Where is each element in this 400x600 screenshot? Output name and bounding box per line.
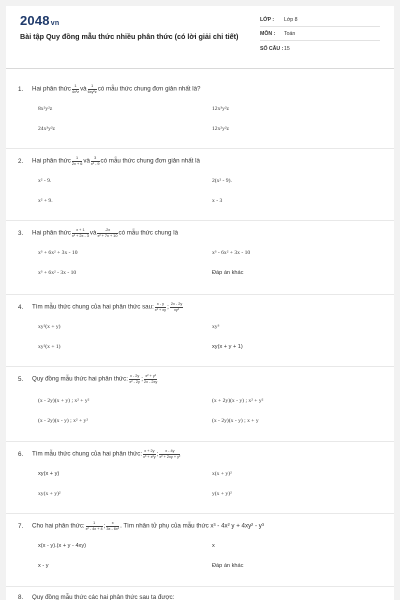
- question-text: [18, 84, 201, 94]
- answer-option[interactable]: x³ - 6x² + 3x - 10: [212, 250, 251, 256]
- answer-option[interactable]: xy²(x + 1): [38, 344, 61, 350]
- question-number: 6.: [18, 450, 24, 458]
- question-connector: và: [80, 85, 87, 93]
- question-suffix: . Tìm nhân tử phụ của mẫu thức x³ - 4x² y + 4xy² - y³: [120, 522, 264, 530]
- question-connector: và: [89, 229, 97, 237]
- question-suffix: có mẫu thức chung đơn giản nhất là: [100, 157, 200, 165]
- answer-option[interactable]: xy(x + y): [38, 471, 60, 477]
- question-separator: [6, 586, 394, 587]
- fraction-1: $\frac{x + 2y}{\text{x³ + x²y}}$: [143, 449, 156, 459]
- question-connector: ;: [141, 375, 144, 383]
- answer-option[interactable]: (x + 2y)(x - y) ; x² + y²: [212, 398, 264, 404]
- answer-option[interactable]: x - 3: [212, 198, 223, 204]
- subject-info: MÔN : Toán: [260, 31, 295, 37]
- question-prefix: Quy đồng mẫu thức hai phân thức:: [32, 375, 128, 383]
- fraction-1: $\frac{1}{\text{4x²z}}$: [71, 84, 80, 94]
- document-title: Bài tập Quy đồng mẫu thức nhiều phân thức (có lời giải chi tiết): [20, 32, 239, 41]
- question-number: 5.: [18, 375, 24, 383]
- answer-option[interactable]: 12x²y²z: [212, 126, 230, 132]
- question-separator: [6, 294, 394, 295]
- question-separator: [6, 148, 394, 149]
- question-separator: [6, 441, 394, 442]
- answer-option[interactable]: x² + 9.: [38, 198, 53, 204]
- class-info: LỚP : Lớp 8: [260, 17, 298, 23]
- question-number: 1.: [18, 85, 24, 93]
- question-separator: [6, 220, 394, 221]
- answer-option[interactable]: x³ + 6x² + 3x - 10: [38, 250, 78, 256]
- question-number: 7.: [18, 522, 24, 530]
- question-text: [18, 228, 178, 238]
- question-prefix: Cho hai phân thức:: [32, 522, 85, 530]
- question-prefix: Hai phân thức: [32, 229, 71, 237]
- fraction-1: $\frac{x - 2y}{\text{x² - 2y}}$: [129, 374, 140, 384]
- question-text: [18, 449, 181, 459]
- answer-option[interactable]: 24x³y²z: [38, 126, 56, 132]
- fraction-1: $\frac{x - y}{\text{x² + xy}}$: [154, 302, 167, 312]
- question-number: 3.: [18, 229, 24, 237]
- question-number: 8.: [18, 594, 24, 600]
- answer-option[interactable]: y(x + y)²: [212, 491, 232, 497]
- question-text: [18, 594, 174, 600]
- question-prefix: Hai phân thức: [32, 85, 71, 93]
- answer-option[interactable]: 8x²y²z: [38, 106, 53, 112]
- answer-option[interactable]: xy(x + y)²: [38, 491, 61, 497]
- question-prefix: Hai phân thức: [32, 157, 71, 165]
- question-text: [18, 521, 264, 531]
- question-connector: ;: [156, 450, 159, 458]
- fraction-2: $\frac{3}{\text{x² - 9}}$: [90, 156, 100, 166]
- question-text: [18, 302, 184, 312]
- answer-option[interactable]: 2(x² - 9).: [212, 178, 232, 184]
- fraction-2: $\frac{x - 4y}{\text{x² + 2xy + y²}}$: [159, 449, 181, 459]
- site-logo[interactable]: 2048vn: [20, 13, 60, 28]
- answer-option[interactable]: x - y: [38, 563, 49, 569]
- question-text: [18, 374, 158, 384]
- answer-option[interactable]: (x - 2y)(x - y) ; x² + y²: [38, 418, 89, 424]
- fraction-2: $\frac{x}{\text{3x - 6x²}}$: [106, 521, 120, 531]
- fraction-2: $\frac{\text{x² + y²}}{2x - 2xy}$: [144, 374, 158, 384]
- question-suffix: có mẫu thức chung đơn giản nhất là?: [97, 85, 201, 93]
- fraction-2: $\frac{-2x}{\text{x² + 7x + 10}}$: [97, 228, 118, 238]
- answer-option[interactable]: xy(x + y + 1): [212, 344, 243, 350]
- question-number: 2.: [18, 157, 24, 165]
- answer-option[interactable]: x(x - y).(x + y - 4xy): [38, 543, 87, 549]
- answer-option[interactable]: (x - 2y)(x - y) ; x + y: [212, 418, 259, 424]
- answer-option[interactable]: x² - 9.: [38, 178, 52, 184]
- fraction-1: $\frac{x + 1}{\text{x² + 2x - 3}}$: [71, 228, 89, 238]
- question-separator: [6, 366, 394, 367]
- fraction-2: $\frac{2x - 2y}{\text{xy²}}$: [170, 302, 183, 312]
- document-page: [6, 6, 394, 600]
- fraction-2: $\frac{1}{\text{6xy²z}}$: [87, 84, 97, 94]
- answer-option[interactable]: (x - 2y)(x + y) ; x² + y²: [38, 398, 90, 404]
- answer-option[interactable]: Đáp án khác: [212, 270, 244, 276]
- question-connector: và: [83, 157, 90, 165]
- question-number: 4.: [18, 303, 24, 311]
- answer-option[interactable]: xy²(x + y): [38, 324, 61, 330]
- question-text: [18, 156, 200, 166]
- question-suffix: có mẫu thức chung là: [118, 229, 179, 237]
- question-separator: [6, 513, 394, 514]
- answer-option[interactable]: 12x³y²z: [212, 106, 230, 112]
- question-prefix: Tìm mẫu thức chung của hai phân thức sau:: [32, 303, 154, 311]
- fraction-1: $\frac{1}{2x + 6}$: [71, 156, 83, 166]
- answer-option[interactable]: x³ + 6x² - 3x - 10: [38, 270, 77, 276]
- answer-option[interactable]: xy³: [212, 324, 220, 330]
- answer-option[interactable]: Đáp án khác: [212, 563, 244, 569]
- question-prefix: Tìm mẫu thức chung của hai phân thức:: [32, 450, 143, 458]
- answer-option[interactable]: x: [212, 543, 215, 549]
- question-prefix: Quy đồng mẫu thức các hai phân thức sau ta được:: [32, 594, 175, 600]
- answer-option[interactable]: x(x + y)²: [212, 471, 232, 477]
- fraction-1: $\frac{1}{\text{x² - 4x + 4}}$: [85, 521, 103, 531]
- question-connector: ;: [167, 303, 169, 311]
- document-header: [6, 6, 394, 69]
- question-count-info: SỐ CÂU :15: [260, 46, 290, 52]
- question-connector: ;: [103, 522, 106, 530]
